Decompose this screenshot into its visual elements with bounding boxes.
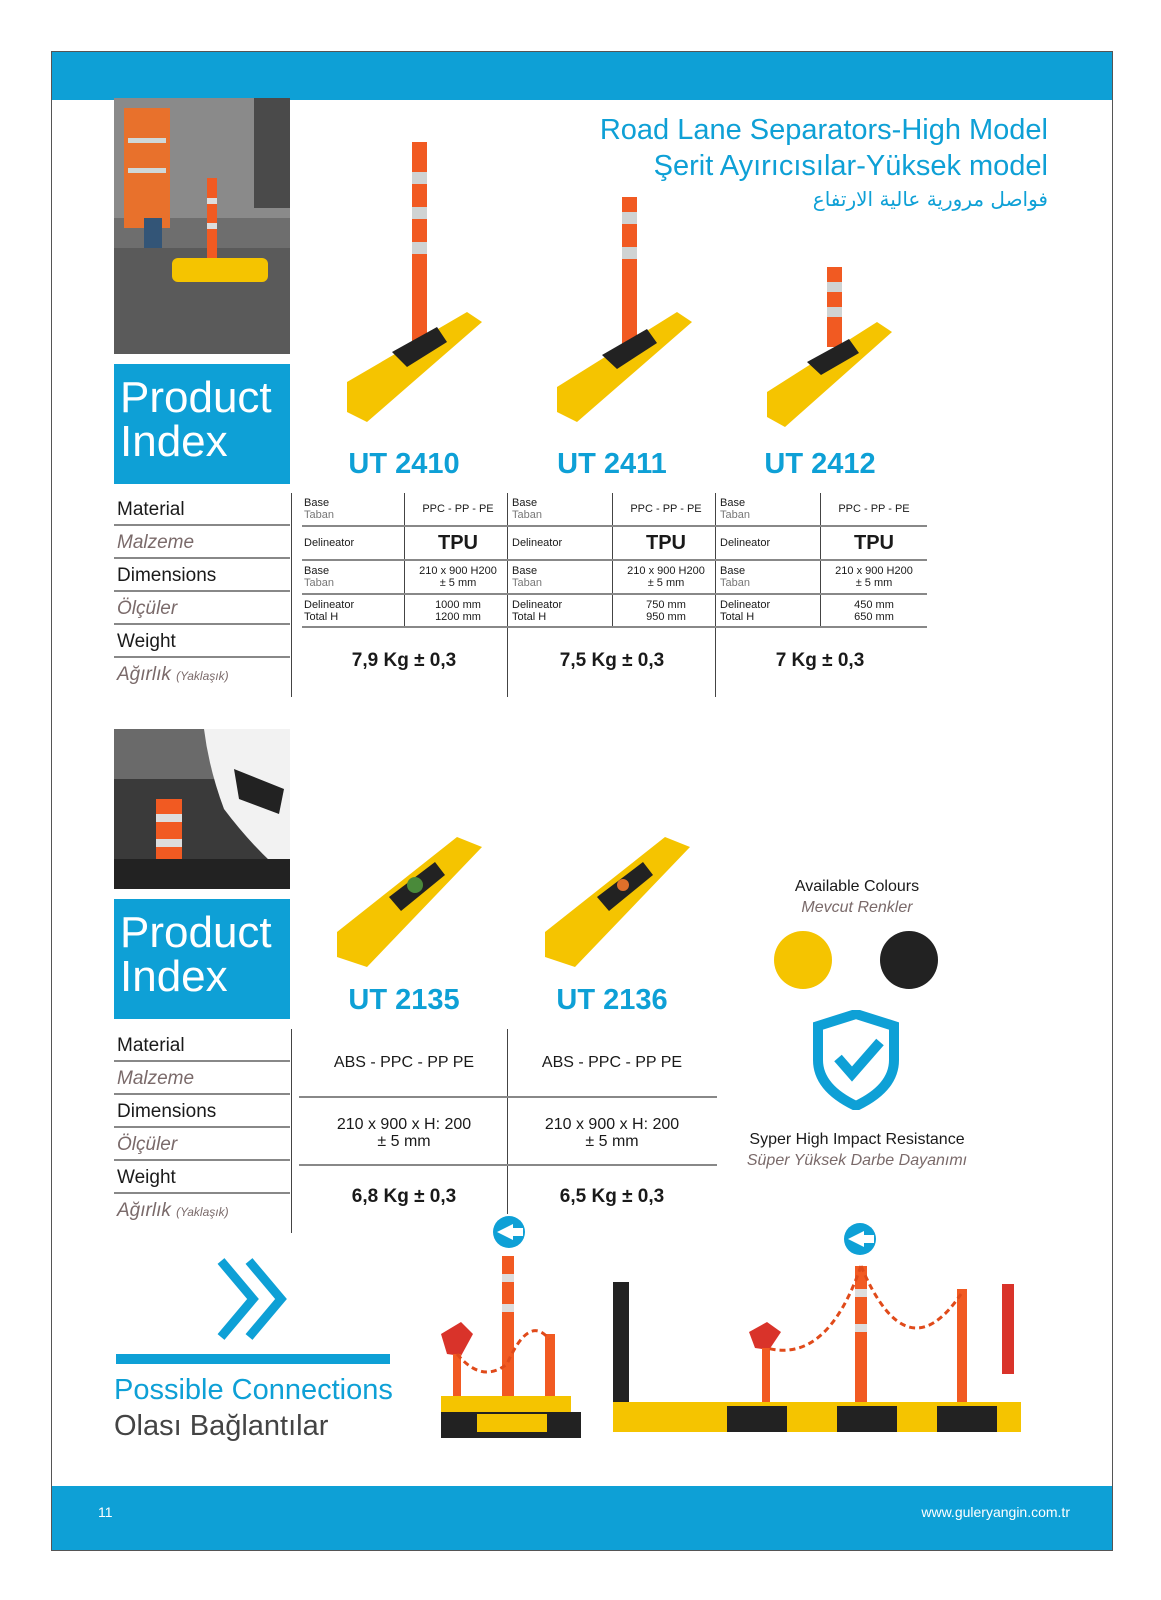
index-line-2: Index [120,952,228,1001]
spec-labels-1 [114,493,290,691]
dim-total-key: Total H [512,610,547,623]
dim-tolerance: ± 5 mm [439,577,477,589]
label-dimensions-tr: Ölçüler [114,1128,290,1161]
dim-base-value: 210 x 900 H200 [835,565,913,577]
cell [302,560,405,594]
car-photo [114,729,290,889]
label-weight-tr [114,1194,290,1227]
label-dimensions: Dimensions [114,1095,290,1128]
delineator-key: Delineator [302,526,405,560]
dim-tolerance: ± 5 mm [855,577,893,589]
ut-2136-image [535,827,695,972]
dim-delineator-key: Delineator [304,598,355,611]
connections-bar [116,1354,390,1364]
website-link[interactable]: www.guleryangin.com.tr [921,1504,1070,1520]
dimensions-ut-2136 [507,1116,717,1150]
shield-check-icon [810,1010,902,1110]
product-index-label-2 [114,899,290,1019]
model-ut-2410: UT 2410 [348,448,460,480]
cell [405,594,512,627]
connection-example-image-1 [437,1214,587,1444]
model-ut-2412: UT 2412 [764,448,876,480]
cell [718,493,821,526]
dim-base-key-tr: Taban [304,577,334,589]
index-line-1: Product [120,373,272,422]
dim-base-key: Base [720,565,746,577]
cell [510,493,613,526]
label-material-tr: Malzeme [114,1062,290,1095]
page-number: 11 [98,1504,113,1520]
page-title-tr: Şerit Ayırıcısılar-Yüksek model [653,150,1048,182]
label-material-tr: Malzeme [114,526,290,559]
cell [821,594,928,627]
model-ut-2135: UT 2135 [348,984,460,1016]
dim-tolerance: ± 5 mm [647,577,685,589]
base-key: Base [720,497,746,509]
dim-base-value: 210 x 900 H200 [627,565,705,577]
ut-2411-image [547,197,697,432]
cell [302,493,405,526]
label-weight: Weight [114,1161,290,1194]
cell [510,560,613,594]
connections-title-tr: Olası Bağlantılar [114,1410,329,1442]
dimensions-ut-2135 [299,1116,509,1150]
label-dimensions-tr: Ölçüler [114,592,290,625]
label-material: Material [114,493,290,526]
divider-2a [291,1029,292,1233]
weight-ut-2135: 6,8 Kg ± 0,3 [351,1186,457,1207]
dim-base-value: 210 x 900 H200 [419,565,497,577]
dim-base-key: Base [512,565,538,577]
approx-text: (Yaklaşık) [176,669,229,683]
ut-2410-image [337,142,487,432]
cell [613,560,720,594]
dim-delineator-key: Delineator [720,598,771,611]
dim-tolerance: ± 5 mm [585,1133,639,1150]
worker-photo [114,98,290,354]
spec-labels-2 [114,1029,290,1227]
dim-delineator-value: 750 mm [646,598,686,611]
label-dimensions: Dimensions [114,559,290,592]
base-material: PPC - PP - PE [405,493,512,526]
index-line-1: Product [120,908,272,957]
base-key: Base [512,497,538,509]
index-line-2: Index [120,417,228,466]
colour-swatch-yellow [774,931,832,989]
cell [718,560,821,594]
dim-base-key-tr: Taban [512,577,542,589]
material-ut-2135: ABS - PPC - PP PE [333,1054,475,1071]
base-key-tr: Taban [720,509,750,521]
dim-total-value: 950 mm [646,610,686,623]
delineator-material: TPU [613,526,720,560]
product-index-label-1 [114,364,290,484]
colours-title-tr: Mevcut Renkler [801,899,913,916]
label-weight: Weight [114,625,290,658]
model-ut-2411: UT 2411 [557,448,667,480]
connection-example-image-2 [607,1214,1027,1444]
cell [613,594,720,627]
ut-2412-image [757,267,897,432]
page-title-en: Road Lane Separators-High Model [599,114,1048,146]
cell [510,594,613,627]
double-chevron-icon [217,1257,292,1342]
base-material: PPC - PP - PE [613,493,720,526]
cell [821,560,928,594]
colours-title: Available Colours [794,878,920,895]
row-line-2 [299,1164,717,1166]
divider-1a [291,493,292,697]
label-material: Material [114,1029,290,1062]
base-key-tr: Taban [304,509,334,521]
colour-swatch-black [880,931,938,989]
spec-table-ut-2411 [510,493,719,628]
model-ut-2136: UT 2136 [556,984,668,1016]
delineator-key: Delineator [718,526,821,560]
approx-text: (Yaklaşık) [176,1205,229,1219]
dim-value: 210 x 900 x H: 200 [336,1116,472,1133]
resistance-title-tr: Süper Yüksek Darbe Dayanımı [746,1152,968,1169]
dim-base-key: Base [304,565,330,577]
cell [302,594,405,627]
base-key-tr: Taban [512,509,542,521]
weight-ut-2410: 7,9 Kg ± 0,3 [351,650,457,671]
weight-ut-2411: 7,5 Kg ± 0,3 [559,650,665,671]
cell [718,594,821,627]
dim-value: 210 x 900 x H: 200 [544,1116,680,1133]
catalog-page [51,51,1113,1551]
base-material: PPC - PP - PE [821,493,928,526]
spec-table-ut-2410 [302,493,511,628]
footer-bar [52,1486,1112,1550]
weight-tr-text: Ağırlık [117,1200,171,1221]
base-key: Base [304,497,330,509]
row-line-1 [299,1096,717,1098]
weight-ut-2136: 6,5 Kg ± 0,3 [559,1186,665,1207]
label-weight-tr [114,658,290,691]
dim-base-key-tr: Taban [720,577,750,589]
spec-table-ut-2412 [718,493,927,628]
connections-title: Possible Connections [114,1374,393,1406]
delineator-material: TPU [405,526,512,560]
page-title-ar: فواصل مرورية عالية الارتفاع [812,187,1048,211]
dim-delineator-value: 450 mm [854,598,894,611]
delineator-material: TPU [821,526,928,560]
resistance-title: Syper High Impact Resistance [749,1131,965,1148]
dim-total-value: 650 mm [854,610,894,623]
cell [405,560,512,594]
dim-tolerance: ± 5 mm [377,1133,431,1150]
dim-total-key: Total H [304,610,339,623]
delineator-key: Delineator [510,526,613,560]
dim-total-value: 1200 mm [435,610,481,623]
top-bar [52,52,1112,100]
material-ut-2136: ABS - PPC - PP PE [541,1054,683,1071]
weight-ut-2412: 7 Kg ± 0,3 [775,650,865,671]
weight-tr-text: Ağırlık [117,664,171,685]
dim-delineator-key: Delineator [512,598,563,611]
ut-2135-image [327,827,487,972]
dim-total-key: Total H [720,610,755,623]
dim-delineator-value: 1000 mm [435,598,481,611]
